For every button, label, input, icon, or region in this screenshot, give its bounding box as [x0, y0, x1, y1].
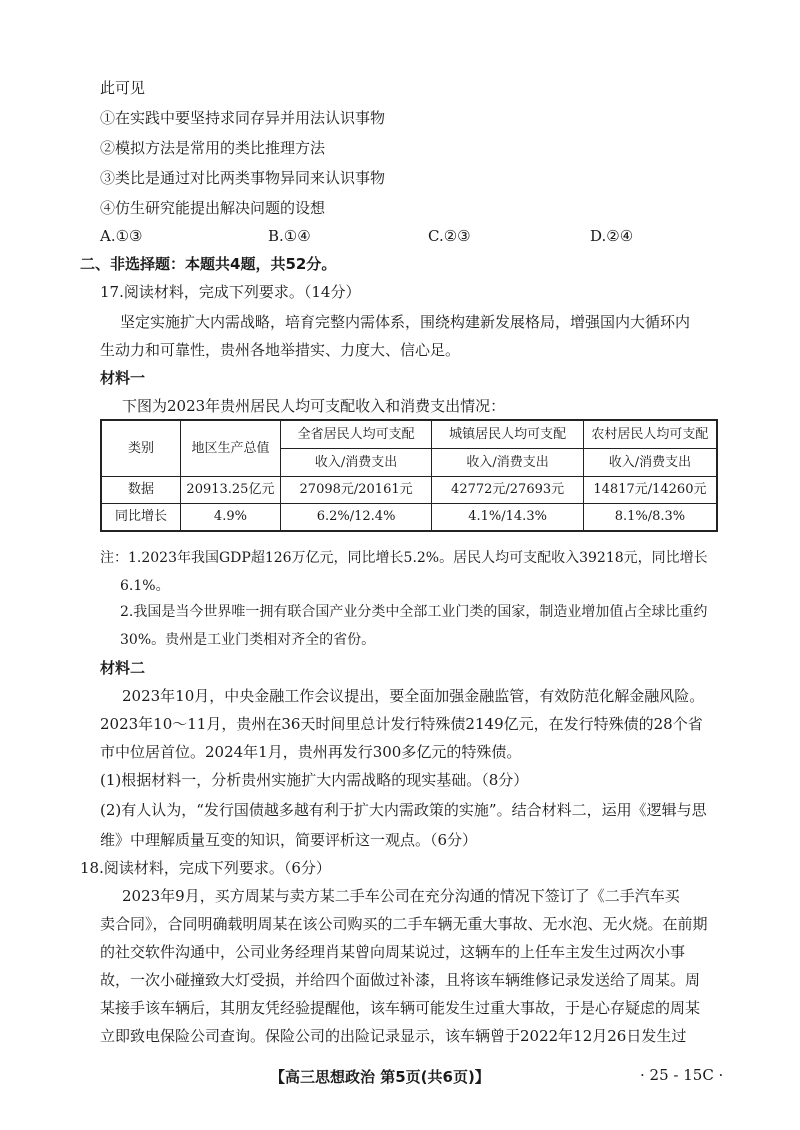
q17-intro-line: 坚定实施扩大内需战略，培育完整内需体系，围绕构建新发展格局，增强国内大循环内 [120, 313, 691, 331]
material-2-title: 材料二 [100, 659, 146, 677]
table-cell: 27098元/20161元 [280, 477, 432, 504]
sub-question-2: 维》中理解质量互变的知识，简要评析这一观点。（6分） [100, 831, 478, 849]
option-b: B.①④ [268, 227, 311, 245]
material-2-line: 2023年10月，中央金融工作会议提出，要全面加强金融监管，有效防范化解金融风险。 [122, 687, 705, 705]
table-row [101, 504, 717, 532]
q18-line: 某接手该车辆后，其朋友凭经验提醒他，该车辆可能发生过重大事故，于是心存疑虑的周某 [100, 999, 701, 1017]
q18-line: 的社交软件沟通中，公司业务经理肖某曾向周某说过，这辆车的上任车主发生过两次小事 [100, 943, 686, 961]
table-cell: 42772元/27693元 [432, 477, 584, 504]
table-cell: 数据 [101, 477, 181, 504]
section-heading: 二、非选择题：本题共4题，共52分。 [80, 255, 337, 273]
table-row [101, 477, 717, 504]
income-table [100, 419, 718, 532]
table-header-category: 类别 [101, 420, 181, 477]
statement-2: ②模拟方法是常用的类比推理方法 [100, 139, 326, 157]
text-line: 此可见 [100, 79, 146, 97]
table-cell: 14817元/14260元 [583, 477, 717, 504]
table-cell: 4.9% [181, 504, 281, 532]
table-header-rural: 农村居民人均可支配 [583, 420, 717, 449]
q18-line: 卖合同》，合同明确载明周某在该公司购买的二手车辆无重大事故、无水泡、无火烧。在前期 [100, 915, 708, 933]
sub-question-1: (1)根据材料一，分析贵州实施扩大内需战略的现实基础。（8分） [100, 771, 529, 789]
option-d: D.②④ [590, 227, 634, 245]
option-c: C.②③ [428, 227, 471, 245]
table-header-gdp: 地区生产总值 [181, 420, 281, 477]
material-2-line: 2023年10～11月，贵州在36天时间里总计发行特殊债2149亿元，在发行特殊债的28个省 [100, 715, 703, 733]
q18-line: 2023年9月，买方周某与卖方某二手车公司在充分沟通的情况下签订了《二手汽车买 [122, 887, 680, 905]
note-line: 注：1.2023年我国GDP超126万亿元，同比增长5.2%。居民人均可支配收入39218元，同比增长 [100, 550, 708, 566]
table-header-province: 全省居民人均可支配 [280, 420, 432, 449]
paper-code: · 25 - 15C · [640, 1066, 724, 1084]
table-header-rural-sub: 收入/消费支出 [583, 449, 717, 477]
table-header-urban-sub: 收入/消费支出 [432, 449, 584, 477]
question-18-title: 18.阅读材料，完成下列要求。（6分） [80, 859, 331, 877]
q18-line: 立即致电保险公司查询。保险公司的出险记录显示，该车辆曾于2022年12月26日发生过 [100, 1027, 687, 1045]
q17-intro-line: 生动力和可靠性，贵州各地举措实、力度大、信心足。 [100, 341, 461, 359]
table-cell: 同比增长 [101, 504, 181, 532]
table-header-province-sub: 收入/消费支出 [280, 449, 432, 477]
note-line: 30%。贵州是工业门类相对齐全的省份。 [120, 632, 376, 648]
material-1-title: 材料一 [100, 369, 146, 387]
statement-1: ①在实践中要坚持求同存异并用法认识事物 [100, 109, 386, 127]
material-2-line: 市中位居首位。2024年1月，贵州再发行300多亿元的特殊债。 [100, 743, 522, 761]
table-cell: 20913.25亿元 [181, 477, 281, 504]
statement-3: ③类比是通过对比两类事物异同来认识事物 [100, 169, 386, 187]
note-line: 6.1%。 [120, 578, 170, 594]
statement-4: ④仿生研究能提出解决问题的设想 [100, 199, 326, 217]
table-cell: 8.1%/8.3% [583, 504, 717, 532]
table-cell: 6.2%/12.4% [280, 504, 432, 532]
material-1-text: 下图为2023年贵州居民人均可支配收入和消费支出情况： [122, 397, 506, 415]
table-cell: 4.1%/14.3% [432, 504, 584, 532]
table-header-urban: 城镇居民人均可支配 [432, 420, 584, 449]
sub-question-2: (2)有人认为，“发行国债越多越有利于扩大内需政策的实施”。结合材料二，运用《逻辑与思 [100, 801, 707, 819]
q18-line: 故，一次小碰撞致大灯受损，并给四个面做过补漆，且将该车辆维修记录发送给了周某。周 [100, 971, 701, 989]
note-line: 2.我国是当今世界唯一拥有联合国产业分类中全部工业门类的国家，制造业增加值占全球比重约 [120, 604, 708, 620]
option-a: A.①③ [100, 227, 143, 245]
question-17-title: 17.阅读材料，完成下列要求。（14分） [100, 283, 361, 301]
page-footer: 【高三思想政治 第5页(共6页)】 [270, 1068, 490, 1086]
